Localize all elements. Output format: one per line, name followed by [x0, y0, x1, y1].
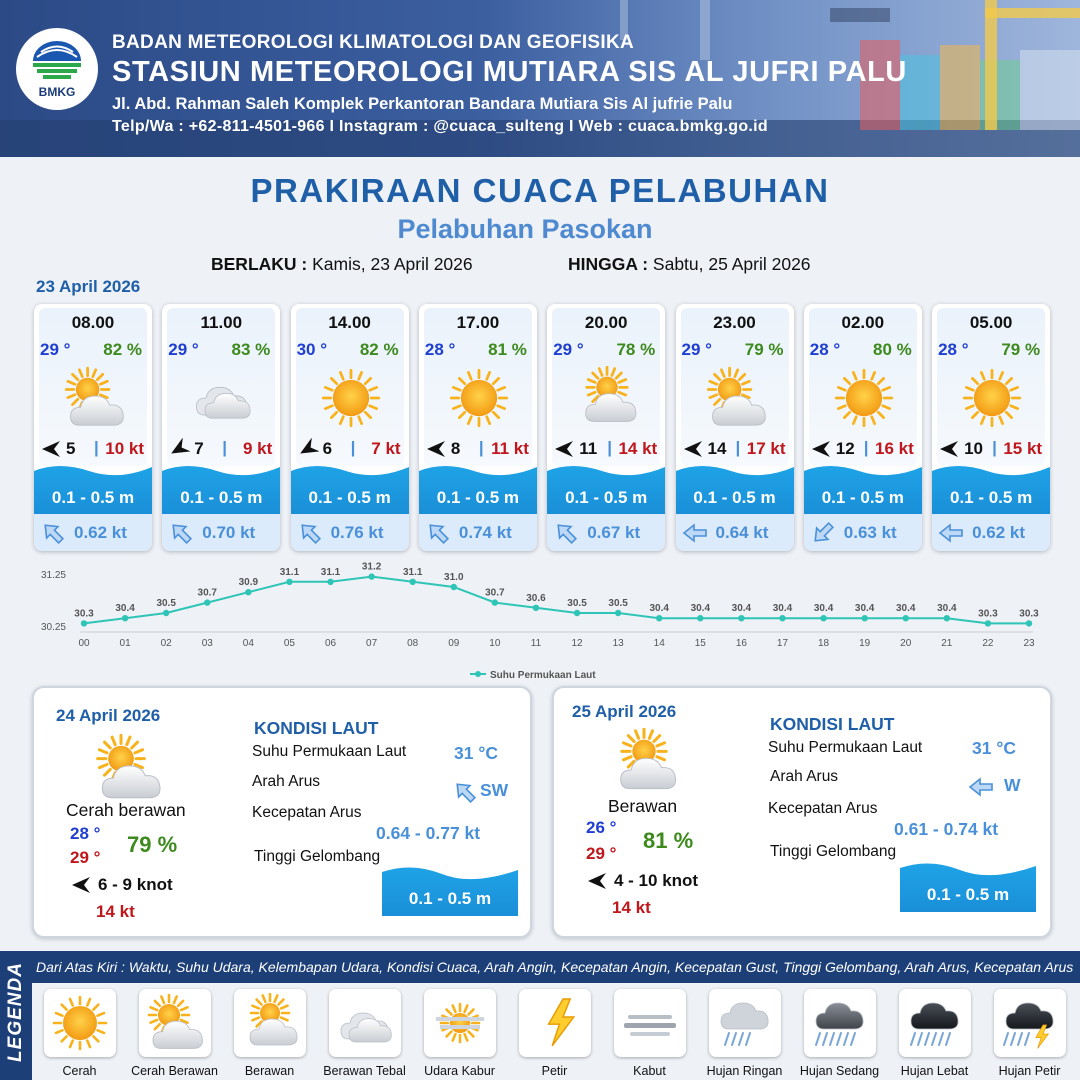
wind-arrow-icon [586, 870, 608, 892]
card-wave-height: 0.1 - 0.5 m [821, 488, 904, 507]
day-temp-min: 28 ° [70, 824, 101, 843]
card-wave-height: 0.1 - 0.5 m [565, 488, 648, 507]
card-gust: 9 kt [243, 439, 273, 458]
day-date: 25 April 2026 [572, 702, 677, 721]
card-time: 17.00 [456, 313, 500, 332]
legend-item-label: Hujan Petir [998, 1064, 1061, 1078]
forecast-card [932, 304, 1050, 551]
data-point [779, 615, 785, 621]
berawan-icon [234, 989, 306, 1057]
card-current-speed: 0.67 kt [587, 523, 641, 542]
cerah-berawan-icon [88, 733, 168, 803]
hujan-lebat-icon [899, 989, 971, 1057]
data-point [81, 620, 87, 626]
x-tick-label: 17 [776, 638, 789, 649]
wind-arrow-icon [425, 438, 447, 460]
x-tick-label: 10 [489, 638, 501, 649]
data-label: 31.1 [279, 566, 300, 578]
current-dir-value: SW [480, 780, 509, 800]
agency-name: BADAN METEOROLOGI KLIMATOLOGI DAN GEOFISIKA [112, 32, 635, 53]
legend-item [602, 983, 697, 1080]
card-gust: 14 kt [618, 439, 658, 458]
sst-value: 31 °C [972, 738, 1016, 758]
legend-item [32, 983, 127, 1080]
card-current [291, 514, 409, 551]
x-tick-label: 04 [242, 638, 254, 649]
legend-item [317, 983, 412, 1080]
x-tick-label: 18 [818, 638, 830, 649]
card-current [34, 514, 152, 551]
berawan-tebal-icon [329, 989, 401, 1057]
valid-from [211, 254, 473, 275]
data-label: 31.0 [444, 572, 464, 583]
day-humidity: 79 % [127, 832, 178, 857]
data-point [985, 620, 991, 626]
data-point [738, 615, 744, 621]
legend-item-label: Berawan [244, 1064, 295, 1078]
series-line [84, 577, 1029, 624]
card-wave-height: 0.1 - 0.5 m [308, 488, 391, 507]
day-wind: 6 - 9 knot [98, 875, 173, 894]
card-humidity: 81 % [488, 340, 527, 359]
current-speed-value: 0.61 - 0.74 kt [894, 819, 999, 839]
berawan-icon [604, 728, 684, 798]
card-time: 08.00 [71, 313, 115, 332]
hujan-ringan-icon [709, 989, 781, 1057]
berawan-icon [572, 366, 642, 430]
legend-item-label: Hujan Ringan [706, 1064, 783, 1078]
y-tick-label: 30.25 [40, 622, 66, 633]
card-current [419, 514, 537, 551]
x-tick-label: 19 [859, 638, 871, 649]
x-tick-label: 07 [366, 638, 378, 649]
day-gust: 14 kt [612, 898, 651, 917]
day-forecast-24 [32, 686, 532, 938]
card-current-speed: 0.64 kt [715, 523, 769, 542]
card-humidity: 78 % [616, 340, 656, 359]
sst-chart [30, 560, 1060, 685]
card-humidity: 79 % [1001, 340, 1041, 359]
forecast-card [547, 304, 665, 551]
x-tick-label: 15 [694, 638, 706, 649]
wave-label: Tinggi Gelombang [770, 843, 897, 860]
station-contact: Telp/Wa : +62-811-4501-966 I Instagram : @cuaca_sulteng I Web : cuaca.bmkg.go.id [112, 118, 768, 135]
card-gust: 10 kt [105, 439, 144, 458]
data-label: 30.7 [485, 587, 505, 599]
card-temp: 29 ° [681, 340, 712, 359]
legend-item-label: Kabut [633, 1064, 666, 1078]
card-wave-height: 0.1 - 0.5 m [949, 488, 1033, 507]
day-temp-min: 26 ° [586, 818, 617, 837]
day-forecast-25 [552, 686, 1052, 938]
data-point [245, 589, 251, 595]
x-tick-label: 00 [78, 638, 90, 649]
card-wind-separator: | [222, 438, 228, 457]
bmkg-logo-icon [29, 39, 85, 83]
data-point [533, 605, 539, 611]
day-temp-max: 29 ° [70, 848, 101, 867]
page-subtitle: Pelabuhan Pasokan [397, 214, 653, 244]
legend-item [982, 983, 1077, 1080]
data-point [861, 615, 867, 621]
data-label: 30.4 [772, 603, 793, 615]
data-point [574, 610, 580, 616]
header-banner [0, 0, 1080, 157]
card-temp: 29 ° [168, 340, 199, 359]
legend-item [222, 983, 317, 1080]
legend [0, 951, 1080, 1080]
current-direction-icon [40, 521, 66, 545]
logo-text: BMKG [38, 85, 76, 99]
sst-value: 31 °C [454, 743, 498, 763]
card-time: 05.00 [969, 313, 1013, 332]
current-direction-icon [968, 775, 994, 799]
hujan-petir-icon [994, 989, 1066, 1057]
data-label: 30.5 [608, 598, 628, 609]
forecast-card [676, 304, 794, 551]
data-point [409, 579, 415, 585]
data-label: 30.4 [731, 603, 752, 615]
card-time: 02.00 [841, 313, 885, 332]
data-point [204, 599, 210, 605]
sst-label: Suhu Permukaan Laut [768, 739, 923, 756]
data-label: 30.4 [690, 603, 711, 615]
current-direction-icon [297, 521, 323, 545]
x-tick-label: 11 [530, 638, 542, 649]
current-direction-icon [553, 521, 579, 545]
card-humidity: 80 % [873, 340, 912, 359]
card-current-speed: 0.74 kt [458, 523, 512, 542]
card-current-speed: 0.62 kt [74, 523, 127, 542]
day-wind: 4 - 10 knot [614, 871, 699, 890]
card-temp: 29 ° [553, 340, 584, 359]
data-point [903, 615, 909, 621]
card-wind [419, 438, 537, 460]
card-current [804, 514, 922, 551]
x-tick-label: 03 [201, 638, 213, 649]
card-gust: 17 kt [746, 439, 786, 458]
x-tick-label: 14 [653, 638, 665, 649]
day-gust: 14 kt [96, 902, 135, 921]
data-point [163, 610, 169, 616]
card-gust: 7 kt [371, 439, 401, 458]
legend-item-label: Cerah [62, 1064, 97, 1078]
wind-arrow-icon [810, 438, 832, 460]
valid-to [568, 254, 811, 275]
x-tick-label: 16 [735, 638, 747, 649]
legend-item-label: Hujan Lebat [900, 1064, 969, 1078]
wind-arrow-icon [553, 438, 575, 460]
current-speed-value: 0.64 - 0.77 kt [376, 823, 481, 843]
day-humidity: 81 % [643, 828, 694, 853]
card-wind-separator: | [350, 438, 356, 457]
data-point [656, 615, 662, 621]
x-tick-label: 02 [160, 638, 172, 649]
data-label: 30.6 [526, 592, 546, 604]
card-humidity: 82 % [103, 340, 142, 359]
data-point [944, 615, 950, 621]
card-wind-speed: 7 [194, 439, 204, 458]
card-wave-height: 0.1 - 0.5 m [51, 488, 135, 507]
data-label: 30.7 [197, 587, 217, 599]
x-tick-label: 01 [119, 638, 131, 649]
legend-description: Dari Atas Kiri : Waktu, Suhu Udara, Kelembapan Udara, Kondisi Cuaca, Arah Angin, Kecepatan Angin, Kecepatan Gust, Tinggi Gelombang, Arah Arus, Kecepatan Arus [36, 959, 1074, 975]
data-point [492, 599, 498, 605]
current-direction-icon [938, 521, 964, 545]
legend-item-label: Berawan Tebal [323, 1064, 406, 1078]
card-humidity: 83 % [231, 340, 271, 359]
x-tick-label: 13 [612, 638, 624, 649]
card-current-speed: 0.70 kt [202, 523, 256, 542]
legend-item-label: Hujan Sedang [799, 1064, 880, 1078]
hujan-sedang-icon [804, 989, 876, 1057]
data-point [615, 610, 621, 616]
card-temp: 30 ° [296, 340, 328, 359]
card-wind [291, 438, 409, 460]
card-temp: 28 ° [938, 340, 969, 359]
legend-item [792, 983, 887, 1080]
card-gust: 11 kt [491, 439, 529, 458]
card-wind-speed: 11 [579, 439, 598, 458]
current-dir-label: Arah Arus [770, 768, 839, 785]
legend-item [697, 983, 792, 1080]
data-label: 30.4 [937, 603, 957, 615]
legend-item-label: Petir [541, 1064, 568, 1078]
sst-chart-svg [30, 560, 1060, 685]
kabut-icon [614, 989, 686, 1057]
data-point [1026, 620, 1032, 626]
data-point [368, 573, 374, 579]
card-wave-height: 0.1 - 0.5 m [436, 488, 519, 507]
data-point [451, 584, 457, 590]
data-label: 30.5 [567, 598, 587, 609]
card-gust: 15 kt [1003, 439, 1043, 458]
card-temp: 29 ° [40, 340, 71, 359]
wind-arrow-icon [70, 874, 92, 896]
cerah-berawan-icon [701, 366, 771, 430]
current-speed-label: Kecepatan Arus [252, 804, 362, 821]
legend-item [887, 983, 982, 1080]
data-label: 31.1 [402, 566, 423, 578]
wind-arrow-icon [682, 438, 704, 460]
station-name: STASIUN METEOROLOGI MUTIARA SIS AL JUFRI PALU [112, 56, 907, 88]
current-dir-value: W [1004, 775, 1021, 795]
card-wind [34, 438, 152, 460]
legend-side [0, 951, 32, 1080]
current-direction-icon [425, 521, 451, 545]
day-condition: Berawan [608, 796, 678, 816]
card-wind-separator: | [94, 438, 99, 457]
data-point [122, 615, 128, 621]
legend-item-label: Cerah Berawan [131, 1064, 218, 1078]
day-condition: Cerah berawan [66, 800, 186, 820]
data-point [286, 579, 292, 585]
cerah-berawan-icon [59, 366, 129, 430]
current-speed-label: Kecepatan Arus [768, 800, 878, 817]
cerah-icon [957, 366, 1027, 430]
card-wind-separator: | [863, 438, 869, 457]
hourly-forecast-cards [34, 304, 1054, 552]
x-tick-label: 20 [900, 638, 912, 649]
card-current [676, 514, 794, 551]
data-label: 30.4 [854, 603, 875, 615]
card-wind [932, 438, 1050, 460]
card-wave-height: 0.1 - 0.5 m [693, 488, 776, 507]
wave-value: 0.1 - 0.5 m [926, 885, 1010, 904]
data-label: 30.3 [1019, 608, 1039, 620]
x-tick-label: 22 [982, 638, 994, 649]
card-wind [676, 438, 794, 460]
card-time: 23.00 [713, 313, 756, 332]
forecast-card [291, 304, 409, 551]
legend-label: Suhu Permukaan Laut [490, 670, 596, 681]
card-time: 14.00 [328, 313, 371, 332]
legend-item [127, 983, 222, 1080]
forecast-card [419, 304, 537, 551]
card-wind-separator: | [478, 438, 484, 457]
legend-items [32, 983, 1080, 1080]
y-tick-label: 31.25 [40, 570, 66, 581]
wind-arrow-icon [938, 438, 960, 460]
wind-arrow-icon [297, 438, 319, 460]
x-tick-label: 23 [1023, 638, 1035, 649]
kondisi-laut-title: KONDISI LAUT [770, 714, 895, 734]
current-direction-icon [682, 521, 708, 545]
card-wind [804, 438, 922, 460]
x-tick-label: 06 [324, 638, 337, 649]
day-date: 24 April 2026 [56, 706, 161, 725]
x-tick-label: 09 [448, 638, 460, 649]
data-label: 30.9 [238, 577, 259, 589]
valid-to-label: HINGGA : [568, 254, 649, 274]
valid-from-label: BERLAKU : [211, 254, 308, 274]
current-direction-icon [168, 521, 194, 545]
legend-side-label: LEGENDA [5, 962, 26, 1062]
cerah-berawan-icon [139, 989, 211, 1057]
data-point [697, 615, 703, 621]
forecast-date: 23 April 2026 [36, 277, 141, 296]
forecast-card [34, 304, 152, 551]
card-wind-separator: | [992, 438, 997, 457]
card-wave-height: 0.1 - 0.5 m [180, 488, 263, 507]
data-label: 30.3 [978, 608, 998, 620]
card-time: 11.00 [200, 313, 243, 332]
data-label: 30.4 [896, 603, 916, 615]
card-temp: 28 ° [809, 340, 841, 359]
card-wind-separator: | [735, 438, 741, 457]
card-wind-speed: 5 [66, 439, 76, 458]
card-current-speed: 0.63 kt [843, 523, 897, 542]
data-label: 31.2 [361, 561, 382, 573]
data-label: 30.4 [115, 603, 135, 615]
card-wind [547, 438, 665, 460]
card-wind-speed: 6 [322, 439, 333, 458]
card-wind-speed: 8 [450, 439, 461, 458]
card-humidity: 79 % [744, 340, 784, 359]
cerah-icon [316, 366, 386, 430]
card-wind [162, 438, 280, 460]
card-current [547, 514, 665, 551]
data-point [327, 579, 333, 585]
data-label: 30.4 [649, 603, 669, 615]
x-tick-label: 12 [571, 638, 583, 649]
card-current [162, 514, 280, 551]
kondisi-laut-title: KONDISI LAUT [254, 718, 379, 738]
station-address: Jl. Abd. Rahman Saleh Komplek Perkantoran Bandara Mutiara Sis Al jufrie Palu [112, 95, 733, 113]
petir-icon [519, 989, 591, 1057]
data-label: 30.5 [156, 598, 176, 609]
card-current-speed: 0.62 kt [972, 523, 1026, 542]
forecast-card [162, 304, 280, 551]
card-wind-speed: 12 [835, 439, 855, 458]
cerah-icon [444, 366, 514, 430]
data-label: 30.4 [813, 603, 834, 615]
legend-item-label: Udara Kabur [424, 1064, 495, 1078]
card-current-speed: 0.76 kt [330, 523, 384, 542]
card-humidity: 82 % [359, 340, 399, 359]
data-point [820, 615, 826, 621]
valid-to-value: Sabtu, 25 April 2026 [652, 254, 811, 274]
card-gust: 16 kt [875, 439, 914, 458]
current-direction-icon [452, 780, 478, 804]
forecast-card [804, 304, 922, 551]
wind-arrow-icon [168, 438, 190, 460]
legend-item [412, 983, 507, 1080]
cerah-icon [44, 989, 116, 1057]
x-tick-label: 21 [941, 638, 953, 649]
current-dir-label: Arah Arus [252, 773, 321, 790]
udara-kabur-icon [424, 989, 496, 1057]
current-direction-icon [810, 521, 836, 545]
bmkg-logo [16, 28, 98, 110]
legend-marker [475, 671, 481, 677]
wind-arrow-icon [40, 438, 62, 460]
cerah-icon [829, 366, 899, 430]
page-title: PRAKIRAAN CUACA PELABUHAN [250, 172, 830, 209]
wave-value: 0.1 - 0.5 m [408, 889, 492, 908]
card-current [932, 514, 1050, 551]
card-time: 20.00 [584, 313, 628, 332]
berawan-tebal-icon [187, 366, 257, 430]
card-wind-speed: 10 [964, 439, 984, 458]
data-label: 31.1 [320, 566, 341, 578]
valid-from-value: Kamis, 23 April 2026 [312, 254, 473, 274]
legend-item [507, 983, 602, 1080]
x-tick-label: 05 [283, 638, 295, 649]
card-wind-separator: | [607, 438, 612, 457]
day-temp-max: 29 ° [586, 844, 617, 863]
card-wind-speed: 14 [707, 439, 727, 458]
x-tick-label: 08 [407, 638, 419, 649]
sst-label: Suhu Permukaan Laut [252, 743, 407, 760]
data-label: 30.3 [74, 608, 94, 620]
wave-label: Tinggi Gelombang [254, 848, 381, 865]
card-temp: 28 ° [424, 340, 456, 359]
